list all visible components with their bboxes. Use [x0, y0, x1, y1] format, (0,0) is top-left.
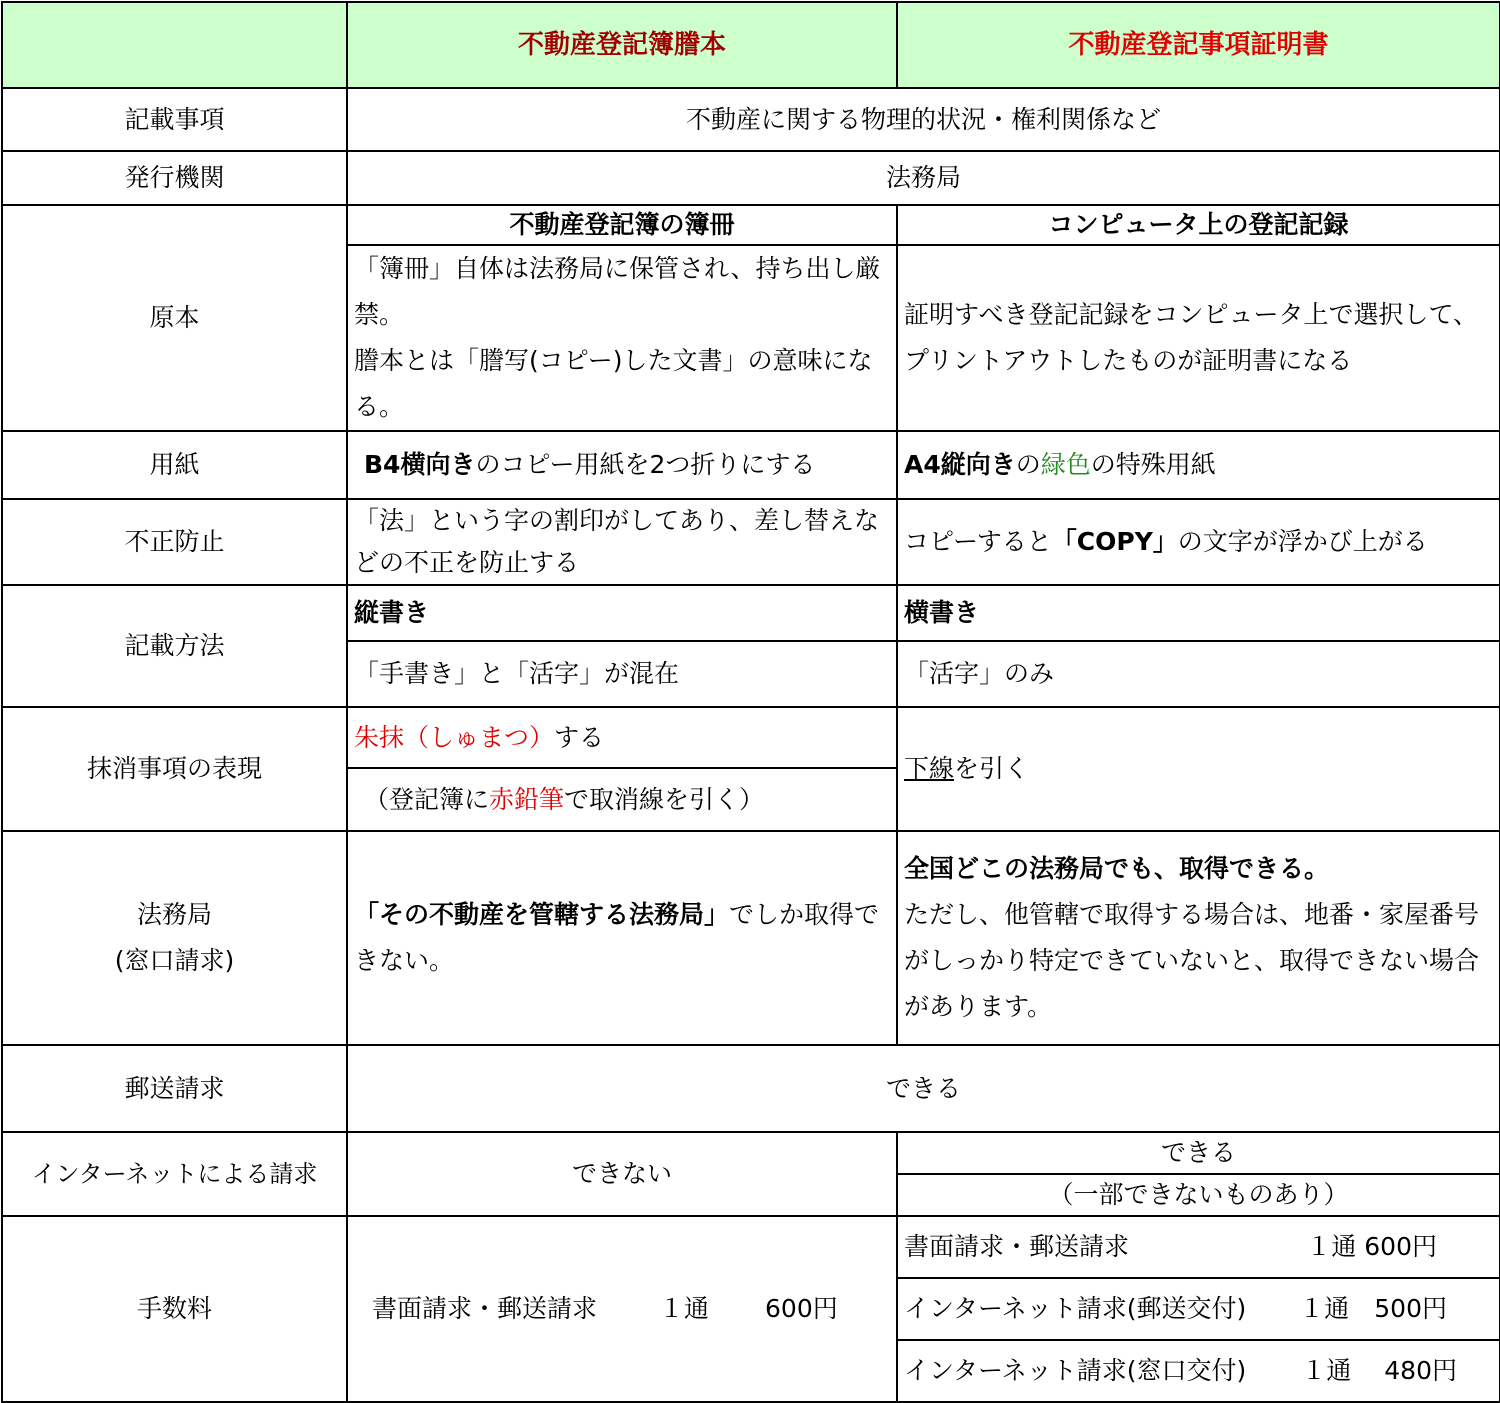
- houmu-c1-post: でしか取得できない。: [354, 900, 880, 975]
- fee-c1-name: 書面請求・郵送請求: [372, 1294, 598, 1323]
- row-label: 原本: [2, 205, 347, 431]
- houmu-label2: (窓口請求): [114, 946, 235, 975]
- row-houmu: [2, 831, 1500, 1045]
- header-col1: 不動産登記簿謄本: [347, 2, 897, 88]
- fee-c2-line2: [897, 1278, 1500, 1340]
- yoshi-c1: [347, 431, 897, 499]
- hoho-c2-bottom: 「活字」のみ: [897, 641, 1500, 707]
- fee-c1: [347, 1216, 897, 1402]
- header-empty-cell: [2, 2, 347, 88]
- row-label: 用紙: [2, 431, 347, 499]
- row-fee-1: [2, 1216, 1500, 1278]
- masshou-c1b-pre: （登記簿に: [364, 784, 490, 814]
- masshou-c1b-post: で取消線を引く）: [564, 784, 765, 814]
- yoshi-c2-mid: の: [1015, 450, 1041, 479]
- header-row: [2, 2, 1500, 88]
- masshou-c1b-red: 赤鉛筆: [489, 784, 565, 814]
- fee-c2-l2-amt: １通 500円: [1299, 1294, 1447, 1323]
- fusei-c1: 「法」という字の割印がしてあり、差し替えなどの不正を防止する: [347, 499, 897, 585]
- comparison-table: [1, 1, 1500, 1403]
- row-label: 発行機関: [2, 151, 347, 205]
- yoshi-c1-bold: B4横向き: [364, 450, 476, 479]
- masshou-c2-ul: 下線: [904, 754, 955, 783]
- fee-c2-line1: [897, 1216, 1500, 1278]
- yoshi-c1-rest: のコピー用紙を2つ折りにする: [475, 450, 816, 479]
- genpon-text1a: 「簿冊」自体は法務局に保管され、持ち出し厳禁。: [354, 254, 881, 329]
- yoshi-c2-bold: A4縦向き: [904, 450, 1016, 479]
- masshou-c1-bottom: [347, 768, 897, 831]
- hoho-c1-top: 縦書き: [347, 585, 897, 641]
- fusei-c2: [897, 499, 1500, 585]
- row-label: 記載事項: [2, 88, 347, 151]
- row-hoho-top: [2, 585, 1500, 641]
- row-label: [2, 831, 347, 1045]
- row-kisai: [2, 88, 1500, 151]
- genpon-sub2: コンピュータ上の登記記録: [897, 205, 1500, 245]
- row-value: 不動産に関する物理的状況・権利関係など: [347, 88, 1500, 151]
- fee-c2-l1-name: 書面請求・郵送請求: [904, 1232, 1130, 1261]
- internet-c2-bottom: （一部できないものあり）: [897, 1174, 1500, 1216]
- yoshi-c2-green: 緑色: [1040, 450, 1091, 479]
- fee-c2-line3: [897, 1340, 1500, 1402]
- internet-c1: できない: [347, 1132, 897, 1216]
- row-value: できる: [347, 1045, 1500, 1132]
- masshou-c1-post: する: [554, 722, 605, 752]
- houmu-c1: [347, 831, 897, 1045]
- houmu-c2-bold: 全国どこの法務局でも、取得できる。: [904, 854, 1330, 883]
- masshou-c1-red: 朱抹（しゅまつ）: [354, 722, 555, 752]
- row-hakko: [2, 151, 1500, 205]
- fee-c2-l2-name: インターネット請求(郵送交付): [904, 1294, 1247, 1323]
- fusei-c2-pre: コピーすると: [904, 527, 1052, 556]
- fee-c2-l3-amt: １通 480円: [1301, 1356, 1457, 1385]
- genpon-text1: [347, 245, 897, 431]
- row-yuso: [2, 1045, 1500, 1132]
- hoho-c2-top: 横書き: [897, 585, 1500, 641]
- houmu-c2: [897, 831, 1500, 1045]
- fusei-c2-post: の文字が浮かび上がる: [1177, 527, 1428, 556]
- row-label: インターネットによる請求: [2, 1132, 347, 1216]
- row-masshou-top: [2, 707, 1500, 768]
- fee-c1-unit: １通: [659, 1294, 710, 1323]
- genpon-sub1: 不動産登記簿の簿冊: [347, 205, 897, 245]
- genpon-text2: 証明すべき登記記録をコンピュータ上で選択して、プリントアウトしたものが証明書になる: [897, 245, 1500, 431]
- houmu-label1: 法務局: [136, 900, 212, 929]
- row-internet-top: [2, 1132, 1500, 1174]
- fusei-c2-bold: 「COPY」: [1051, 527, 1178, 556]
- row-value: 法務局: [347, 151, 1500, 205]
- row-fusei: [2, 499, 1500, 585]
- row-genpon-sub: [2, 205, 1500, 245]
- internet-c2-top: できる: [897, 1132, 1500, 1174]
- row-label: 抹消事項の表現: [2, 707, 347, 831]
- hoho-c1-bottom: 「手書き」と「活字」が混在: [347, 641, 897, 707]
- row-yoshi: [2, 431, 1500, 499]
- row-label: 手数料: [2, 1216, 347, 1402]
- masshou-c2-post: を引く: [954, 754, 1030, 783]
- row-label: 郵送請求: [2, 1045, 347, 1132]
- row-label: 不正防止: [2, 499, 347, 585]
- fee-c2-l3-name: インターネット請求(窓口交付): [904, 1356, 1247, 1385]
- fee-c2-l1-amt: １通 600円: [1306, 1232, 1437, 1261]
- houmu-c1-bold: 「その不動産を管轄する法務局」: [354, 900, 730, 929]
- row-label: 記載方法: [2, 585, 347, 707]
- houmu-c2-rest: ただし、他管轄で取得する場合は、地番・家屋番号がしっかり特定できていないと、取得できない場合があります。: [904, 900, 1480, 1021]
- masshou-c1-top: [347, 707, 897, 768]
- genpon-text1b: 謄本とは「謄写(コピー)した文書」の意味になる。: [354, 346, 873, 421]
- yoshi-c2: [897, 431, 1500, 499]
- fee-c1-price: 600円: [765, 1294, 838, 1323]
- masshou-c2: [897, 707, 1500, 831]
- yoshi-c2-rest: の特殊用紙: [1090, 450, 1216, 479]
- header-col2: 不動産登記事項証明書: [897, 2, 1500, 88]
